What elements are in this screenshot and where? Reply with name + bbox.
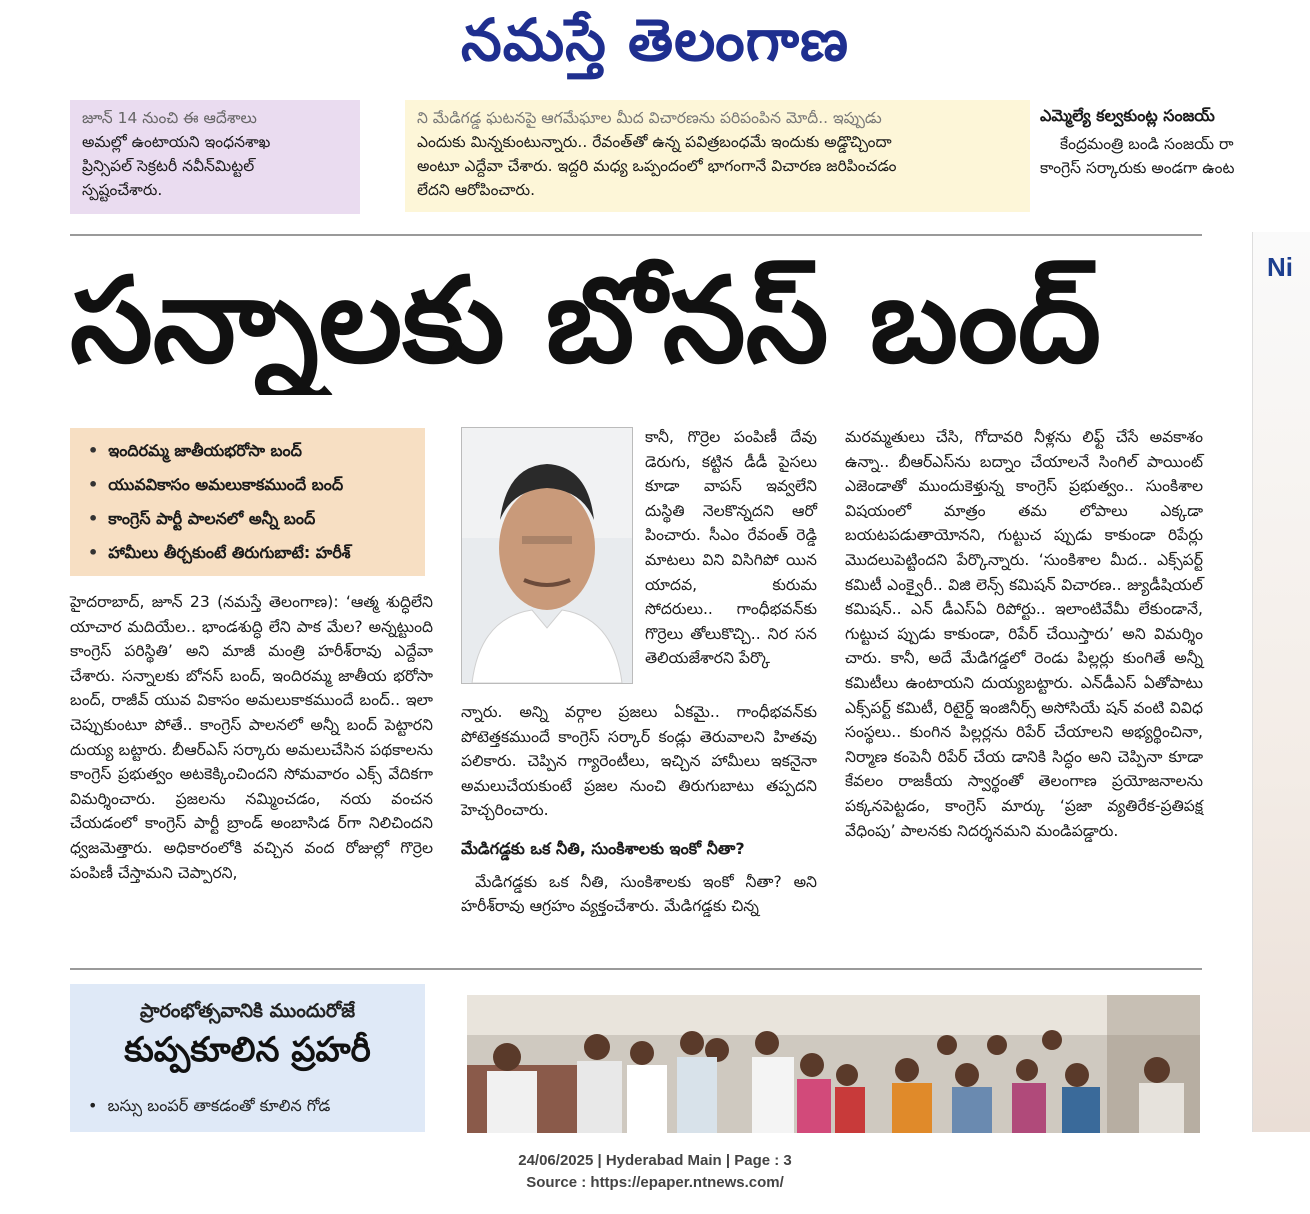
group-photo-illustration [467, 995, 1200, 1133]
highlights-box [70, 428, 425, 576]
masthead-logo: నమస్తే తెలంగాణ [461, 6, 849, 74]
bullet-icon: • [88, 1096, 108, 1115]
yellow-line: ఎందుకు మిన్నకుంటున్నారు.. రేవంత్‌తో ఉన్న పవిత్రబంధమే ఇందుకు అడ్డొచ్చిందా [417, 133, 892, 151]
pink-line: స్పష్టంచేశారు. [82, 181, 163, 199]
highlight-item: • కాంగ్రెస్ పార్టీ పాలనలో అన్నీ బంద్ [88, 502, 415, 536]
right-snippet-line: కాంగ్రెస్ సర్కారుకు అండగా ఉంట [1040, 159, 1235, 177]
article-subhead: మేడిగడ్డకు ఒక నీతి, సుంకిశాలకు ఇంకో నీతా? [461, 838, 745, 858]
pink-line: జూన్ 14 నుంచి ఈ ఆదేశాలు [82, 109, 257, 127]
article-paragraph: మేడిగడ్డకు ఒక నీతి, సుంకిశాలకు ఇంకో నీతా? అని హరీశ్‌రావు ఆగ్రహం వ్యక్తంచేశారు. మేడిగడ్డకు చిన్న [461, 872, 817, 916]
article-column-2-top [645, 425, 817, 671]
right-snippet-line: కేంద్రమంత్రి బండి సంజయ్ రా [1060, 135, 1234, 153]
bottom-story-headline: కుప్పకూలిన ప్రహరీ [124, 1030, 371, 1070]
article-paragraph: మరమ్మతులు చేసి, గోదావరి నీళ్లను లిఫ్ట్ చేసే అవకాశం ఉన్నా.. బీఆర్‌ఎస్‌ను బద్నాం చేయాలనే సింగిల్ పాయింట్ ఎజెండాతో ముందుకెళ్తున్న కాంగ్రెస్ ప్రభుత్వం.. సుంకిశాల విషయంలో మాత్రం తమ లోపాలు ఎక్కడా బయటపడుతాయోనని, గుట్టుచ ప్పుడు కాకుండా రిపేర్లు మొదలుపెట్టిందని పేర్కొన్నారు. ‘సుంకిశాల మీద.. ఎక్స్‌పర్ట్ కమిటీ ఎంక్వైరీ.. విజి లెన్స్ కమిషన్ విచారణ.. జ్యుడీషియల్ కమిషన్.. ఎన్ డీఎస్‌ఏ రిపోర్టు.. ఇలాంటివేమీ లేకుండానే, గుట్టుచ ప్పుడు కాకుండా, రిపేర్ చేయిస్తారు’ అని విమర్శిం చారు. కానీ, అదే మేడిగడ్డలో రెండు పిల్లర్లు కుంగితే అన్నీ కమిటీలు ఉంటాయని దుయ్యబట్టారు. ఎన్‌డీఎస్ ఏతోపాటు ఎక్స్‌పర్ట్ కమిటీ, రిటైర్డ్ ఇంజినీర్స్ అసోసియే షన్ వంటి వివిధ సంస్థలు.. కుంగిన పిల్లర్లను రిపేర్ చేయాలని అభ్యర్థించినా, నిర్మాణ కంపెనీ రిపేర్ చేయ డానికి సిద్ధం అని చెప్పినా కూడా కేవలం రాజకీయ స్వార్థంతో తెలంగాణ ప్రయోజనాలను పక్కనపెట్టడం, కాంగ్రెస్ మార్కు ‘ప్రజా వ్యతిరేక-ప్రతిపక్ష వేధింపు’ పాలనకు నిదర్శనమని మండిపడ్డారు. [845, 428, 1203, 840]
footer-source: Source : https://epaper.ntnews.com/ [526, 1174, 784, 1191]
top-left-box [70, 100, 360, 214]
bottom-story-bullet-text: బస్సు బంపర్ తాకడంతో కూలిన గోడ [107, 1096, 331, 1115]
highlight-item: • యువవికాసం అమలుకాకముందే బంద్ [88, 468, 415, 502]
yellow-line: లేదని ఆరోపించారు. [417, 181, 536, 199]
highlight-item: • ఇందిరమ్మ జాతీయభరోసా బంద్ [88, 434, 415, 468]
top-right-snippet [1040, 100, 1250, 212]
article-column-2-bottom [461, 700, 817, 919]
top-center-box [405, 100, 1030, 212]
group-photo [467, 995, 1200, 1133]
divider [70, 968, 1202, 970]
portrait-illustration [462, 428, 632, 683]
ad-logo: Ni [1267, 252, 1293, 282]
portrait-photo [461, 427, 633, 684]
article-column-3 [845, 425, 1203, 843]
highlight-item: • హామీలు తీర్చకుంటే తిరుగుబాటే: హరీశ్ [88, 536, 415, 570]
right-snippet-title: ఎమ్మెల్యే కల్వకుంట్ల సంజయ్ [1040, 106, 1215, 125]
yellow-line: అంటూ ఎద్దేవా చేశారు. ఇద్దరి మధ్య ఒప్పందంలో భాగంగానే విచారణ జరిపించడం [417, 157, 897, 175]
article-paragraph: హైదరాబాద్, జూన్ 23 (నమస్తే తెలంగాణ): ‘ఆత్మ శుద్ధిలేని యాచార మదియేల.. భాండశుద్ధి లేని పాక మేల? అన్నట్టుంది కాంగ్రెస్ పరిస్థితి’ అని మాజీ మంత్రి హరీశ్‌రావు ఎద్దేవా చేశారు. సన్నాలకు బోనస్ బంద్, ఇందిరమ్మ జాతీయ భరోసా బంద్, రాజీవ్ యువ వికాసం అమలుకాకముందే బంద్.. ఇలా చెప్పుకుంటూ పోతే.. కాంగ్రెస్ పాలనలో అన్నీ బంద్ పెట్టారని దుయ్య బట్టారు. బీఆర్‌ఎస్ సర్కారు అమలుచేసిన పథకాలను కాంగ్రెస్ ప్రభుత్వం అటకెక్కించిందని సోమవారం ఎక్స్ వేదికగా విమర్శించారు. ప్రజలను నమ్మించడం, నయ వంచన చేయడంలో కాంగ్రెస్ పార్టీ బ్రాండ్ అంబాసిడ ర్‌గా నిలిచిందని ధ్వజమెత్తారు. అధికారంలోకి వచ్చిన వంద రోజుల్లో గొర్రెల పంపిణీ చేస్తామని చెప్పారని, [70, 593, 433, 882]
article-paragraph: న్నారు. అన్ని వర్గాల ప్రజలు ఏకమై.. గాంధీభవన్‌కు పోటెత్తకముందే కాంగ్రెస్ సర్కార్ కండ్లు తెరువాలని హితవు పలికారు. చెప్పిన గ్యారెంటీలు, ఇచ్చిన హామీలు ఇకనైనా అమలుచేయకుంటే ప్రజల నుంచి తిరుగుబాటు తప్పదని హెచ్చరించారు. [461, 703, 817, 820]
article-column-1 [70, 590, 433, 885]
advertisement-strip [1252, 232, 1310, 1132]
bottom-story-bullet [88, 1096, 330, 1119]
article-paragraph: కానీ, గొర్రెల పంపిణీ దేవు డెరుగు, కట్టిన డీడీ పైసలు కూడా వాపస్ ఇవ్వలేని దుస్థితి నెలకొన్నదని ఆరో పించారు. సీఎం రేవంత్ రెడ్డి మాటలు విని విసిగిపో యిన యాదవ, కురుమ సోదరులు.. గాంధీభవన్‌కు గొర్రెలు తోలుకొచ్చి.. నిర సన తెలియజేశారని పేర్కొ [645, 428, 817, 668]
bottom-story-kicker: ప్రారంభోత్సవానికి ముందురోజే [139, 1000, 356, 1022]
pink-line: అమల్లో ఉంటాయని ఇంధనశాఖ [82, 133, 271, 151]
headline: సన్నాలకు బోనస్ బంద్ [70, 251, 1102, 389]
yellow-line: ని మేడిగడ్డ ఘటనపై ఆగమేఘాల మీద విచారణను పరిపంపిన మోదీ.. ఇప్పుడు [417, 109, 882, 127]
bottom-story-box [70, 984, 425, 1132]
footer-edition: 24/06/2025 | Hyderabad Main | Page : 3 [518, 1152, 792, 1169]
divider [70, 234, 1202, 236]
pink-line: ప్రిన్సిపల్ సెక్రటరీ నవీన్‌మిట్టల్ [82, 157, 255, 175]
page-footer [0, 1150, 1310, 1194]
